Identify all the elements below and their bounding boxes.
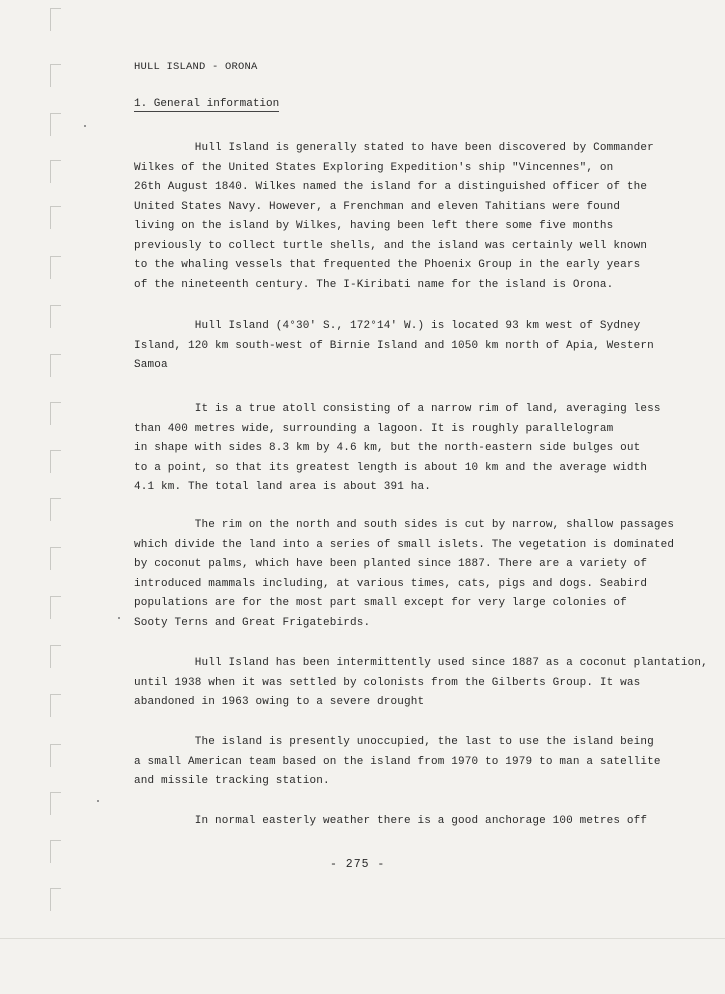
binder-mark xyxy=(50,645,61,668)
binder-mark xyxy=(50,888,61,911)
binder-hole-marks xyxy=(46,0,66,994)
paragraph-occupation: The island is presently unoccupied, the last to use the island being a small American team based on the island from 1970 to 1979 to man a satellite and missile tracking station. xyxy=(134,736,661,787)
binder-mark xyxy=(50,596,61,619)
paragraph-vegetation: The rim on the north and south sides is cut by narrow, shallow passages which divide the land into a series of small islets. The vegetation is dominated by coconut palms, which have been planted since 1887. There are a variety of introduced mammals including, at various times, cats, pigs and dogs. Seabird populations are for the most part small except for very large colonies of Sooty Terns and Great Frigatebirds. xyxy=(134,519,675,629)
binder-mark xyxy=(50,744,61,767)
paragraph-history: Hull Island has been intermittently used since 1887 as a coconut plantation, until 1938 when it was settled by colonists from the Gilberts Group. It was abandoned in 1963 owing to a severe drought xyxy=(134,657,708,708)
binder-mark xyxy=(50,547,61,570)
binder-mark xyxy=(50,64,61,87)
binder-mark xyxy=(50,8,61,31)
document-heading: HULL ISLAND - ORONA xyxy=(134,61,258,73)
scan-speck xyxy=(84,125,86,127)
scan-edge-line xyxy=(0,938,725,939)
binder-mark xyxy=(50,354,61,377)
binder-mark xyxy=(50,498,61,521)
binder-mark xyxy=(50,694,61,717)
binder-mark xyxy=(50,256,61,279)
binder-mark xyxy=(50,792,61,815)
section-title: 1. General information xyxy=(134,98,280,110)
binder-mark xyxy=(50,160,61,183)
binder-mark xyxy=(50,113,61,136)
binder-mark xyxy=(50,206,61,229)
scan-speck xyxy=(97,800,99,802)
binder-mark xyxy=(50,450,61,473)
paragraph-anchorage: In normal easterly weather there is a good anchorage 100 metres off xyxy=(134,815,648,827)
scan-speck xyxy=(118,617,120,619)
page-number: - 275 - xyxy=(330,858,386,871)
binder-mark xyxy=(50,305,61,328)
paragraph-location: Hull Island (4°30' S., 172°14' W.) is located 93 km west of Sydney Island, 120 km south-west of Birnie Island and 1050 km north of Apia, Western Samoa xyxy=(134,320,654,371)
binder-mark xyxy=(50,402,61,425)
paragraph-atoll: It is a true atoll consisting of a narrow rim of land, averaging less than 400 metres wide, surrounding a lagoon. It is roughly parallelogram in shape with sides 8.3 km by 4.6 km, but the north-eastern side bulges out to a point, so that its greatest length is about 10 km and the average width 4.1 km. The total land area is about 391 ha. xyxy=(134,403,661,493)
paragraph-discovery: Hull Island is generally stated to have been discovered by Commander Wilkes of the United States Exploring Expedition's ship "Vincennes", on 26th August 1840. Wilkes named the island for a distinguished officer of the United States Navy. However, a Frenchman and eleven Tahitians were found living on the island by Wilkes, having been left there some five months previously to collect turtle shells, and the island was certainly well known to the whaling vessels that frequented the Phoenix Group in the early years of the nineteenth century. The I-Kiribati name for the island is Orona. xyxy=(134,142,654,291)
binder-mark xyxy=(50,840,61,863)
